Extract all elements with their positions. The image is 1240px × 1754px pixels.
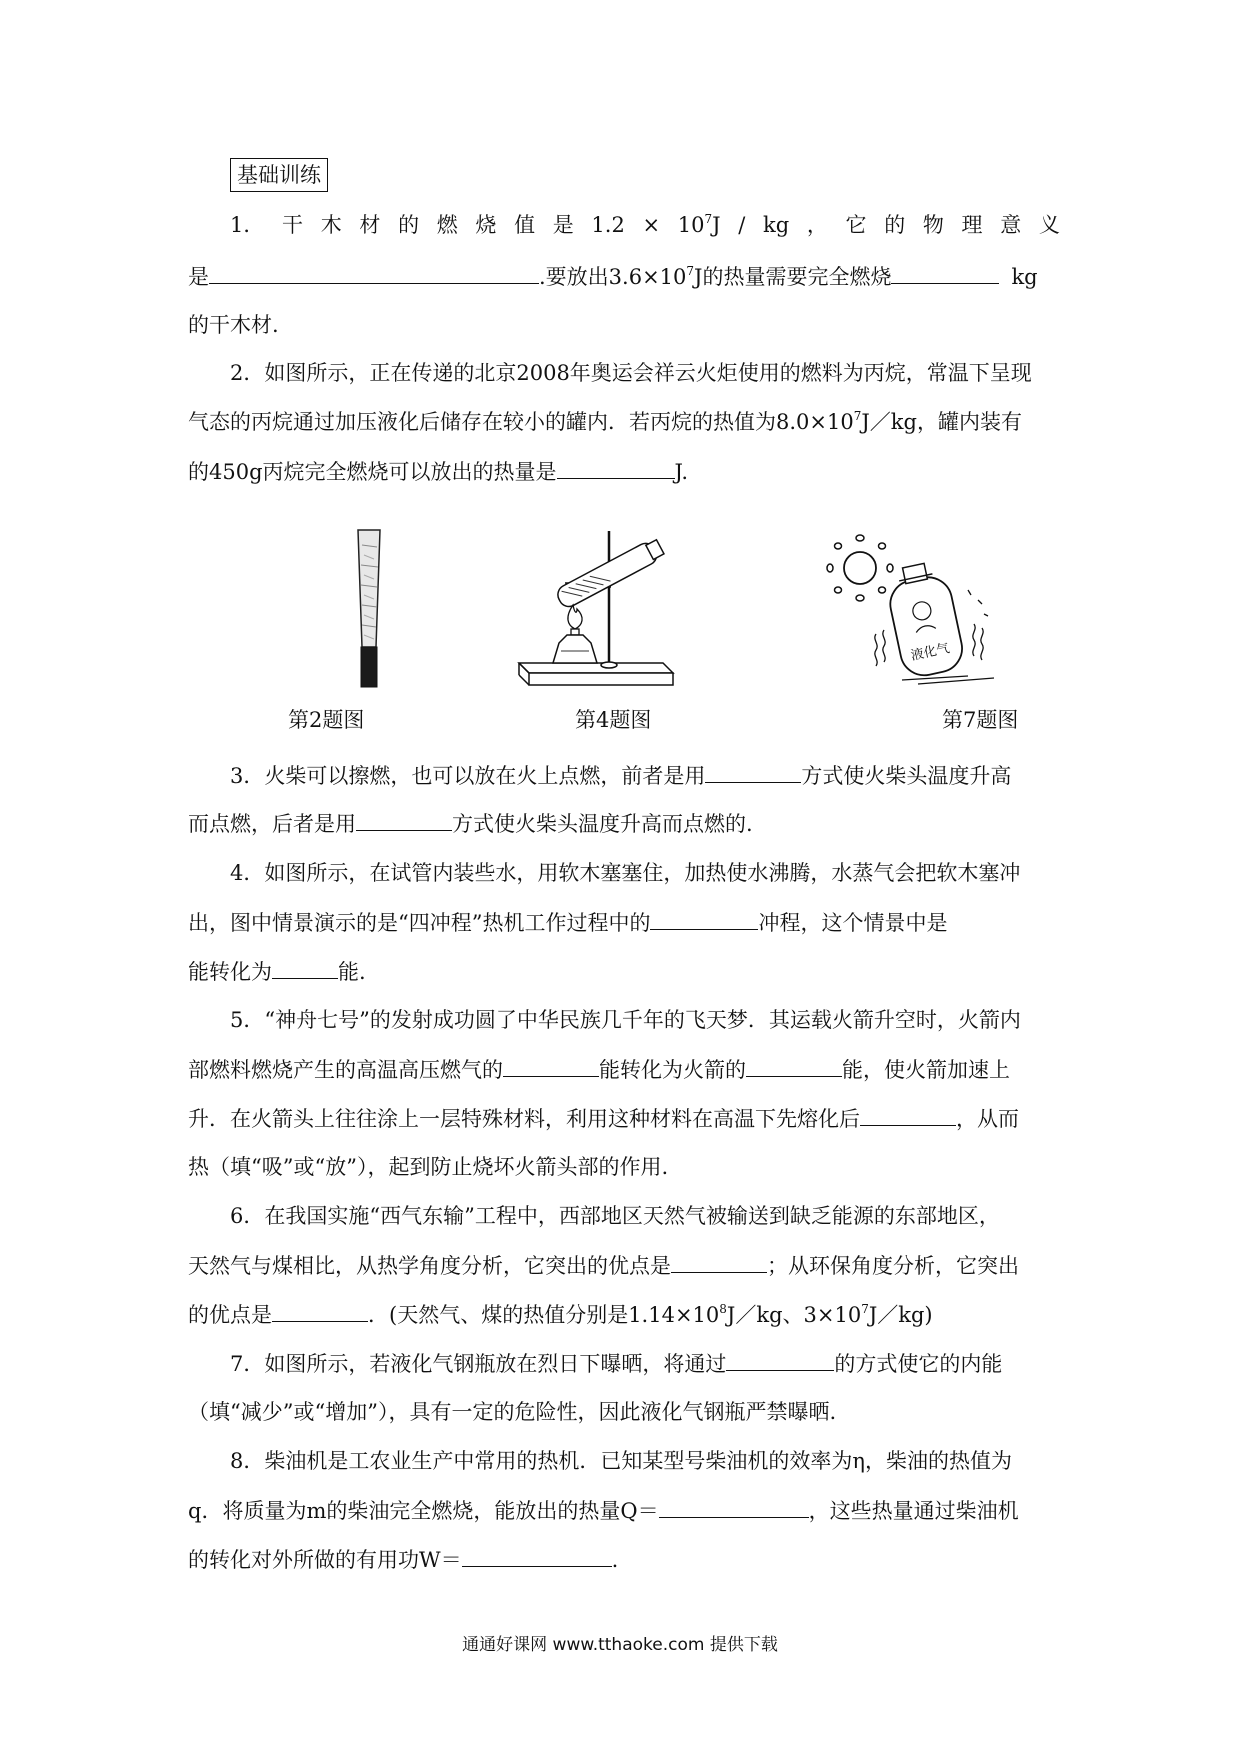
answer-blank[interactable] xyxy=(462,1544,612,1567)
q8-line-2: q．将质量为m的柴油完全燃烧，能放出的热量Q＝ ，这些热量通过柴油机 xyxy=(188,1495,1060,1526)
q3-line-2: 而点燃，后者是用 方式使火柴头温度升高而点燃的. xyxy=(188,808,1060,839)
q5-line-4: 热（填“吸”或“放”），起到防止烧坏火箭头部的作用. xyxy=(188,1155,669,1179)
q2-line-2: 气态的丙烷通过加压液化后储存在较小的罐内．若丙烷的热值为$8.0\times 10^7J/kg$，罐内装有 xyxy=(188,409,1022,434)
figure-caption-2: 第2题图 xyxy=(288,708,365,732)
answer-blank[interactable] xyxy=(272,1299,368,1322)
answer-blank[interactable] xyxy=(705,760,801,783)
answer-blank[interactable] xyxy=(503,1054,599,1077)
answer-blank[interactable] xyxy=(671,1250,767,1273)
answer-blank[interactable] xyxy=(891,261,999,284)
answer-blank[interactable] xyxy=(356,808,452,831)
q1-line-1: 1． 干 木 材 的 燃 烧 值 是 1.2 × $10^7J$ / kg ， 它 的 物 理 意 义 xyxy=(230,212,1060,237)
answer-blank[interactable] xyxy=(860,1103,956,1126)
gas-cylinder-sun-figure xyxy=(818,530,1018,690)
q1-line-2: 是 .要放出$3.6\times 10^7J$的热量需要完全燃烧 kg xyxy=(188,261,1060,292)
answer-blank[interactable] xyxy=(726,1348,834,1371)
q7-line-1: 7．如图所示，若液化气钢瓶放在烈日下曝晒，将通过 的方式使它的内能 xyxy=(230,1348,1060,1379)
answer-blank[interactable] xyxy=(272,956,338,979)
figure-caption-4: 第4题图 xyxy=(575,708,652,732)
q4-line-1: 4．如图所示，在试管内装些水，用软木塞塞住，加热使水沸腾，水蒸气会把软木塞冲 xyxy=(230,861,1021,885)
q7-line-2: （填“减少”或“增加”），具有一定的危险性，因此液化气钢瓶严禁曝晒. xyxy=(188,1400,837,1424)
q6-line-3: 的优点是 ．(天然气、煤的热值分别是$1.14\times 10^8J/kg$、$3\times 10^7J/kg$) xyxy=(188,1299,1060,1330)
section-title: 基础训练 xyxy=(230,158,328,192)
answer-blank[interactable] xyxy=(746,1054,842,1077)
answer-blank[interactable] xyxy=(209,261,539,284)
q5-line-1: 5．“神舟七号”的发射成功圆了中华民族几千年的飞天梦．其运载火箭升空时，火箭内 xyxy=(230,1008,1021,1032)
q6-line-1: 6．在我国实施“西气东输”工程中，西部地区天然气被输送到缺乏能源的东部地区， xyxy=(230,1204,1000,1228)
torch-figure xyxy=(340,525,400,690)
q8-line-3: 的转化对外所做的有用功W＝ . xyxy=(188,1544,1060,1575)
q3-line-1: 3．火柴可以擦燃，也可以放在火上点燃，前者是用 方式使火柴头温度升高 xyxy=(230,760,1060,791)
q1-line-3: 的干木材. xyxy=(188,313,279,337)
test-tube-figure xyxy=(515,525,685,690)
answer-blank[interactable] xyxy=(650,907,758,930)
q4-line-3: 能转化为 能. xyxy=(188,956,1060,987)
q2-line-3: 的450g丙烷完全燃烧可以放出的热量是 J. xyxy=(188,456,1060,487)
q8-line-1: 8．柴油机是工农业生产中常用的热机．已知某型号柴油机的效率为η，柴油的热值为 xyxy=(230,1449,1012,1473)
answer-blank[interactable] xyxy=(557,456,675,479)
figure-caption-7: 第7题图 xyxy=(942,708,1019,732)
cylinder-label: 液化气 xyxy=(909,641,951,664)
q6-line-2: 天然气与煤相比，从热学角度分析，它突出的优点是 ；从环保角度分析，它突出 xyxy=(188,1250,1060,1281)
q2-line-1: 2．如图所示，正在传递的北京2008年奥运会祥云火炬使用的燃料为丙烷，常温下呈现 xyxy=(230,361,1032,385)
footer-credit: 通通好课网 www.tthaoke.com 提供下载 xyxy=(462,1635,778,1655)
q5-line-2: 部燃料燃烧产生的高温高压燃气的 能转化为火箭的 能，使火箭加速上 xyxy=(188,1054,1060,1085)
answer-blank[interactable] xyxy=(659,1495,809,1518)
q5-line-3: 升．在火箭头上往往涂上一层特殊材料，利用这种材料在高温下先熔化后 ，从而 xyxy=(188,1103,1060,1134)
q4-line-2: 出，图中情景演示的是“四冲程”热机工作过程中的 冲程，这个情景中是 xyxy=(188,907,1060,938)
